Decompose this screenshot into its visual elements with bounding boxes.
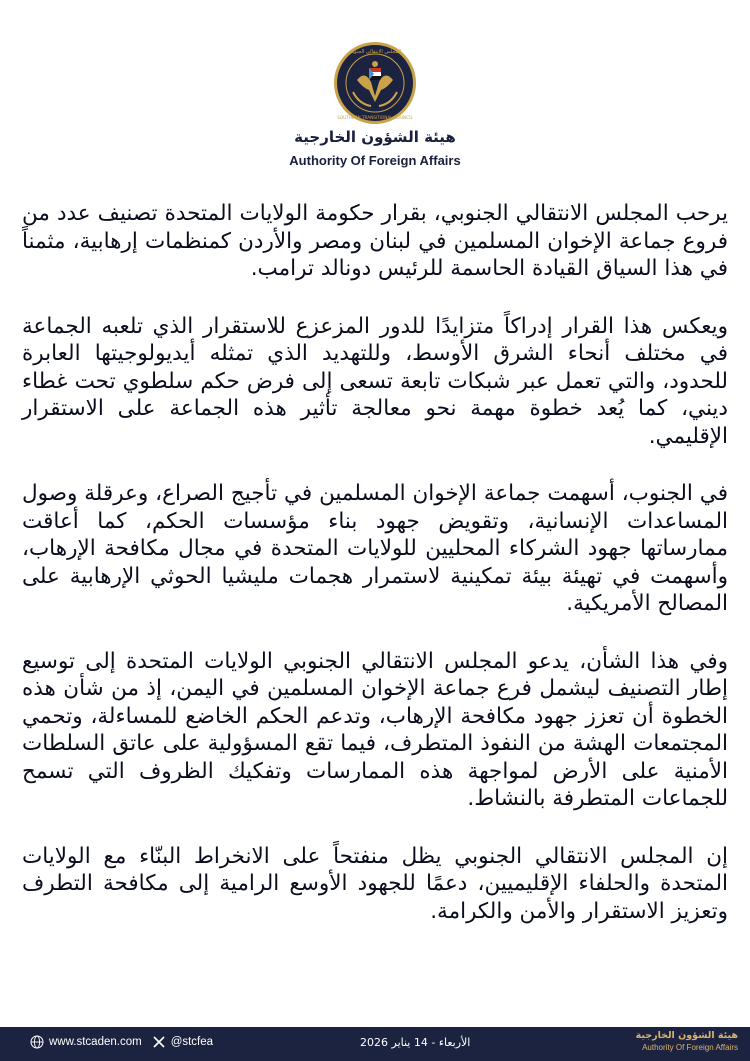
publication-date: الأربعاء - 14 يناير 2026 xyxy=(360,1036,471,1049)
website-link[interactable]: www.stcaden.com xyxy=(49,1036,142,1048)
stc-emblem-icon xyxy=(323,40,427,126)
x-logo-icon xyxy=(152,1035,166,1049)
paragraph-3: في الجنوب، أسهمت جماعة الإخوان المسلمين في تأجيج الصراع، وعرقلة وصول المساعدات الإنسانية، وتقويض جهود بناء مؤسسات الحكم، كما أعاقت ممارساتها جهود الشركاء المحليين للولايات المتحدة في مجال مكافحة الإرهاب، وأسهمت في تهيئة بيئة تمكينية لاستمرار هجمات مليشيا الحوثي الإرهابية على المصالح الأمريكية. xyxy=(22,481,728,616)
footer-logo xyxy=(628,1030,738,1058)
emblem-text-top: المجلس الانتقالي الجنوبي xyxy=(348,49,402,55)
paragraph-5: إن المجلس الانتقالي الجنوبي يظل منفتحاً على الانخراط البنّاء مع الولايات المتحدة والحلفاء الإقليميين، دعمًا للجهود الأوسع الرامية إلى مكافحة التطرف وتعزيز الاستقرار والأمن والكرامة. xyxy=(22,843,728,924)
org-name-english: Authority Of Foreign Affairs xyxy=(289,153,461,168)
paragraph-4: وفي هذا الشأن، يدعو المجلس الانتقالي الجنوبي الولايات المتحدة إلى توسيع إطار التصنيف ليشمل فرع جماعة الإخوان المسلمين في اليمن، إذ من شأن هذه الخطوة أن تعزز جهود مكافحة الإرهاب، وتدعم الحكم الخاضع للمساءلة، وتحمي المجتمعات الهشة من النفوذ المتطرف، فيما تقع المسؤولية على عاتق السلطات الأمنية على الأرض لمواجهة هذه الممارسات وتفكيك الظروف التي تسمح للجماعات المتطرفة بالنشاط. xyxy=(22,648,728,811)
paragraph-2: ويعكس هذا القرار إدراكاً متزايدًا للدور المزعزع للاستقرار الذي تلعبه الجماعة في مختلف أنحاء الشرق الأوسط، وللتهديد الذي تمثله أيديولوجيتها العابرة للحدود، والتي تعمل عبر شبكات تابعة تسعى إلى فرض حكم سلطوي تحت غطاء ديني، كما يُعد خطوة مهمة نحو معالجة تأثير هذه الجماعة على الاستقرار الإقليمي. xyxy=(22,313,728,449)
footer-logo-arabic: هيئة الشؤون الخارجية xyxy=(635,1030,738,1041)
social-handle-link[interactable]: @stcfea xyxy=(170,1036,214,1048)
statement-body xyxy=(22,200,728,955)
paragraph-1: يرحب المجلس الانتقالي الجنوبي، بقرار حكومة الولايات المتحدة تصنيف عدد من فروع جماعة الإخوان المسلمين في لبنان ومصر والأردن كمنظمات إرهابية، مثمناً في هذا السياق القيادة الحاسمة للرئيس دونالد ترامب. xyxy=(22,201,728,281)
org-name-arabic: هيئة الشؤون الخارجية xyxy=(294,128,456,146)
footer-links xyxy=(30,1035,213,1049)
footer-bar xyxy=(0,1027,750,1061)
globe-icon xyxy=(30,1035,44,1049)
letterhead xyxy=(0,0,750,185)
footer-logo-english: Authority Of Foreign Affairs xyxy=(642,1043,738,1052)
emblem-text-bottom: SOUTHERN TRANSITIONAL COUNCIL xyxy=(337,115,413,120)
